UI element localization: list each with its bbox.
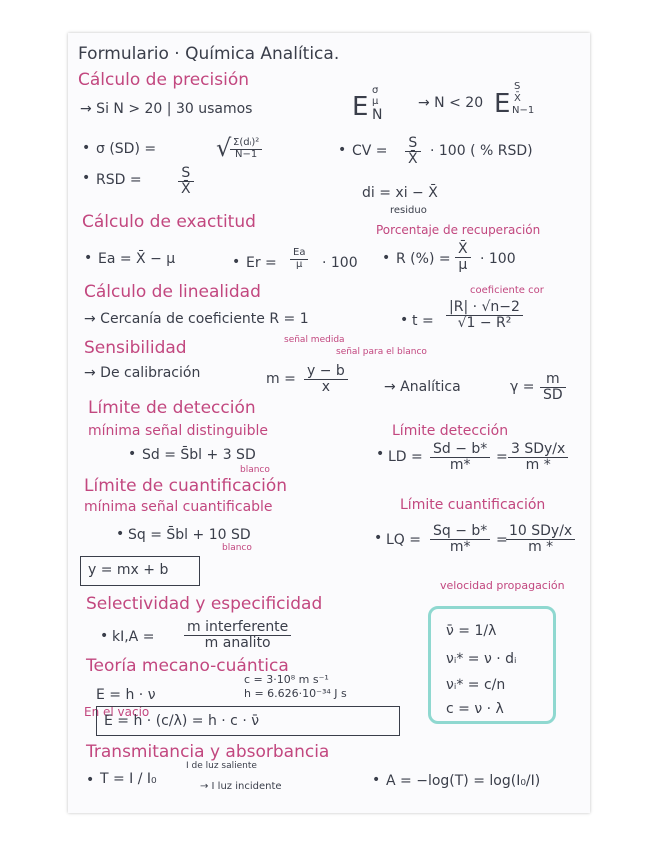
r-rest: · 100	[480, 251, 516, 267]
absorbance-formula: A = −log(T) = log(I₀/I)	[386, 773, 541, 789]
linearity-rule: → Cercanía de coeficiente R = 1	[84, 311, 309, 327]
t-fraction	[446, 300, 523, 330]
ld-num: Sd − b*	[430, 442, 490, 458]
rsd-label: RSD =	[96, 172, 142, 188]
er-label: Er =	[246, 255, 277, 271]
bullet: •	[100, 628, 109, 644]
quantification-heading: Límite de cuantificación	[84, 476, 288, 496]
m-den: x	[321, 378, 331, 395]
bullet: •	[232, 254, 241, 270]
gamma-fraction	[540, 372, 566, 402]
er-num: Ea	[290, 248, 308, 260]
ld-fraction	[430, 442, 490, 472]
e1-sup: σ	[372, 85, 379, 96]
bullet: •	[374, 530, 383, 546]
transmittance-heading: Transmitancia y absorbancia	[86, 742, 330, 762]
bullet: •	[84, 250, 93, 266]
e1-sub: N	[372, 107, 383, 123]
vacuum-note: En el vacío	[84, 705, 150, 719]
er-den: μ	[296, 258, 303, 270]
calibration-label: → De calibración	[84, 365, 201, 381]
sd-detect-formula: Sd = S̄bl + 3 SD	[142, 447, 256, 463]
lq-label: LQ =	[386, 532, 421, 548]
cv-rest: · 100 ( % RSD)	[430, 143, 533, 159]
transmittance-formula: T = I / I₀	[100, 771, 157, 787]
rsd-den: X̄	[181, 180, 191, 197]
lq-den: m*	[449, 538, 471, 555]
ld2-den: m *	[525, 456, 551, 473]
lq2-den: m *	[528, 538, 554, 555]
bullet: •	[382, 250, 391, 266]
recovery-title: Porcentaje de recuperación	[376, 223, 541, 237]
k-label: kI,A =	[112, 629, 155, 645]
k-fraction	[184, 620, 291, 650]
bullet: •	[372, 772, 381, 788]
sq-formula: Sq = S̄bl + 10 SD	[128, 527, 251, 543]
linear-equation: y = mx + b	[88, 562, 169, 578]
precision-rule-left: → Si N > 20 | 30 usamos	[80, 101, 253, 117]
er-fraction	[290, 248, 308, 270]
lq-fraction	[430, 524, 490, 554]
h-constant: h = 6.626·10⁻³⁴ J s	[244, 687, 347, 700]
bullet: •	[116, 526, 125, 542]
sd-label: σ (SD) =	[96, 141, 157, 157]
sensitivity-heading: Sensibilidad	[84, 338, 187, 358]
sqrt-sign: √	[216, 134, 232, 162]
quantification-sub: mínima señal cuantificable	[84, 499, 273, 515]
gamma-den: SD	[543, 386, 563, 403]
detection-right-title: Límite detección	[392, 423, 509, 439]
incident-light-note: → I luz incidente	[200, 781, 282, 792]
nu-star-eq-2: νᵢ* = c/n	[446, 677, 506, 693]
ld2-num: 3 SDy/x	[508, 442, 568, 458]
r-num: X̄	[455, 242, 471, 258]
energy-eq: E = h · ν	[96, 687, 156, 703]
r-fraction	[455, 242, 471, 272]
m-num: y − b	[304, 364, 348, 380]
analytic-label: → Analítica	[384, 379, 461, 395]
cv-fraction	[405, 136, 421, 166]
r-label: R (%) =	[396, 251, 451, 267]
t-den: √1 − R²	[457, 314, 512, 331]
accuracy-heading: Cálculo de exactitud	[82, 212, 256, 232]
cv-label: CV =	[352, 143, 388, 159]
bullet: •	[86, 772, 95, 788]
sd-fraction	[230, 138, 262, 160]
blanco-note: blanco	[240, 465, 270, 475]
c-eq: c = ν · λ	[446, 701, 504, 717]
selectivity-heading: Selectividad y especificidad	[86, 594, 323, 614]
bullet: •	[82, 140, 91, 156]
e-symbol-1: E	[352, 92, 369, 122]
detection-heading: Límite de detección	[88, 398, 256, 418]
ld-label: LD =	[388, 449, 423, 465]
precision-heading: Cálculo de precisión	[78, 70, 250, 90]
quantification-right-title: Límite cuantificación	[400, 497, 546, 513]
lq2-num: 10 SDy/x	[506, 524, 575, 540]
blank-signal-note: señal para el blanco	[336, 347, 427, 357]
t-num: |R| · √n−2	[446, 300, 523, 316]
ld-den: m*	[449, 456, 471, 473]
k-num: m interferente	[184, 620, 291, 636]
bullet: •	[376, 446, 385, 462]
sd-num: Σ(dᵢ)²	[230, 138, 262, 150]
detection-sub: mínima señal distinguible	[88, 423, 269, 439]
outgoing-light-note: I de luz saliente	[186, 761, 257, 771]
signal-note: señal medida	[284, 335, 345, 345]
lq2-fraction	[506, 524, 575, 554]
lq-num: Sq − b*	[430, 524, 490, 540]
e-symbol-2: E	[494, 89, 511, 119]
energy-boxed-eq: E = h · (c/λ) = h · c · ν̄	[104, 713, 260, 729]
e1-mid: μ	[372, 96, 379, 107]
e2-sub: N−1	[512, 105, 535, 116]
blanco-note-2: blanco	[222, 543, 252, 553]
e2-mid: X̄	[514, 93, 521, 104]
precision-rule-right: → N < 20	[418, 95, 484, 111]
wavenumber-eq: ν̄ = 1/λ	[446, 623, 497, 639]
er-rest: · 100	[322, 255, 358, 271]
ea-formula: Ea = X̄ − μ	[98, 251, 176, 267]
ld2-fraction	[508, 442, 568, 472]
rsd-fraction	[178, 166, 194, 196]
sd-den: N−1	[235, 148, 258, 160]
m-label: m =	[266, 371, 296, 387]
bullet: •	[128, 446, 137, 462]
rsd-num: S	[178, 166, 194, 182]
nu-star-eq-1: νᵢ* = ν · dᵢ	[446, 651, 517, 667]
theory-heading: Teoría mecano-cuántica	[86, 656, 289, 676]
t-label: t =	[412, 313, 434, 329]
c-constant: c = 3·10⁸ m s⁻¹	[244, 673, 329, 686]
r-den: μ	[458, 256, 468, 273]
lq-equals: =	[496, 532, 508, 548]
e2-top: S	[514, 81, 521, 92]
linearity-heading: Cálculo de linealidad	[84, 282, 261, 302]
bullet: •	[400, 312, 409, 328]
gamma-label: γ =	[510, 379, 535, 395]
di-formula: di = xi − X̄	[362, 185, 438, 201]
gamma-num: m	[540, 372, 566, 388]
bullet: •	[82, 170, 91, 186]
m-fraction	[304, 364, 348, 394]
ld-equals: =	[496, 449, 508, 465]
page-title: Formulario · Química Analítica.	[78, 44, 340, 64]
coef-note: coeficiente cor	[470, 285, 544, 296]
bullet: •	[338, 142, 347, 158]
residuo-note: residuo	[390, 205, 427, 216]
cv-den: X̄	[408, 150, 418, 167]
cv-num: S	[405, 136, 421, 152]
k-den: m analito	[204, 634, 271, 651]
propagation-note: velocidad propagación	[440, 579, 565, 592]
